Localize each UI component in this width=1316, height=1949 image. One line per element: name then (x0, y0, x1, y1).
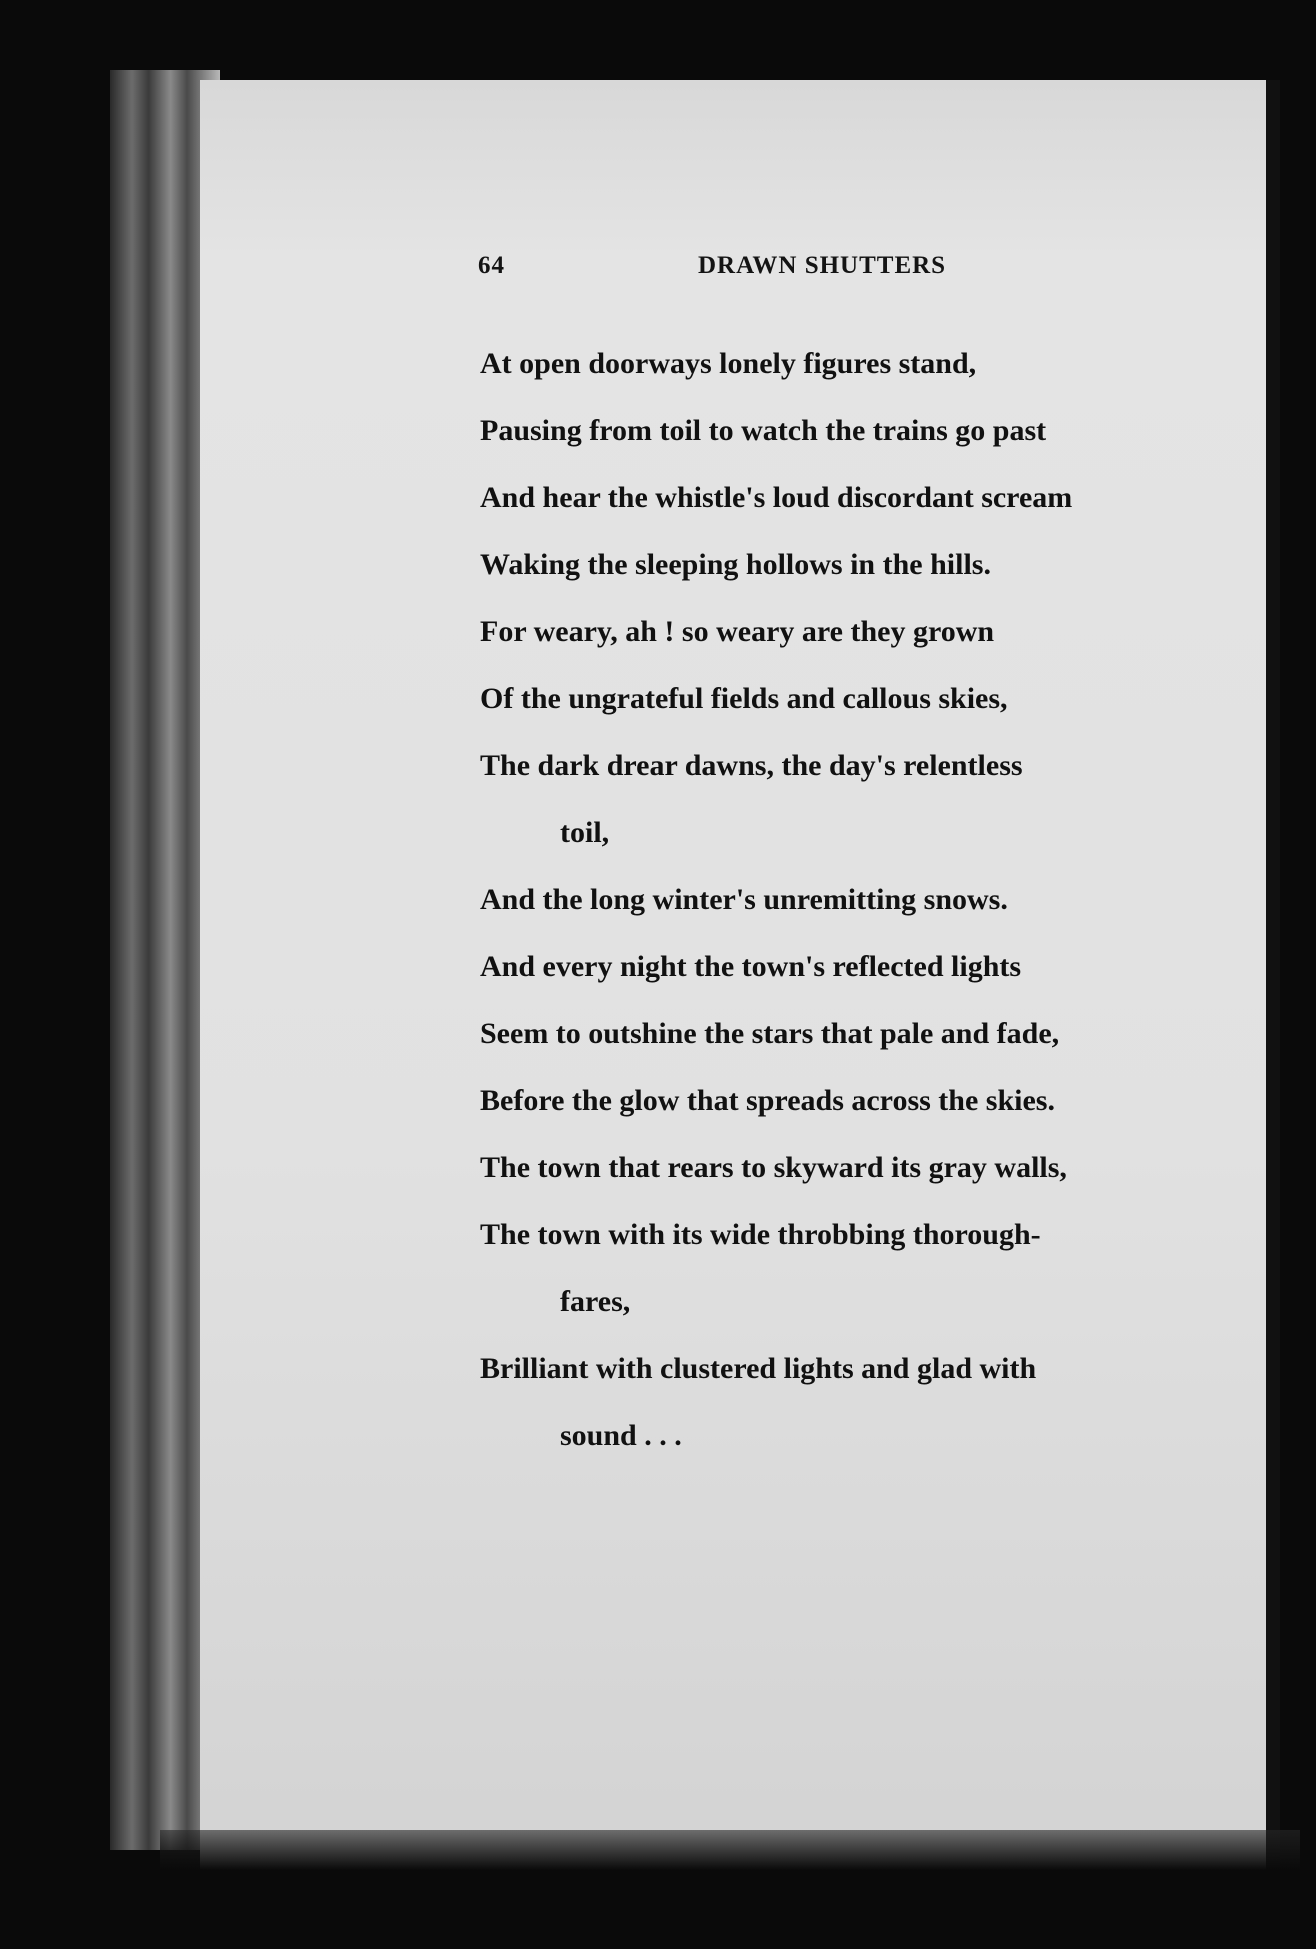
poem-line: Seem to outshine the stars that pale and fade, (480, 1017, 1060, 1050)
poem-line-continuation: toil, (560, 816, 610, 849)
running-title: DRAWN SHUTTERS (698, 252, 947, 279)
running-head (478, 252, 1178, 292)
poem-line: Brilliant with clustered lights and glad with (480, 1352, 1037, 1385)
page-number: 64 (478, 252, 505, 279)
poem-line: The dark drear dawns, the day's relentless (480, 749, 1023, 782)
poem-line: Of the ungrateful fields and callous skies, (480, 682, 1008, 715)
poem-line: Waking the sleeping hollows in the hills. (480, 548, 991, 581)
poem-line: The town with its wide throbbing thorough- (480, 1218, 1041, 1251)
poem-line: And the long winter's unremitting snows. (480, 883, 1008, 916)
poem-line: For weary, ah ! so weary are they grown (480, 615, 995, 648)
page-bottom-shadow (160, 1830, 1300, 1870)
poem-line: Pausing from toil to watch the trains go past (480, 414, 1047, 447)
poem-text (480, 330, 1200, 1469)
poem-line: Before the glow that spreads across the skies. (480, 1084, 1055, 1117)
poem-line-continuation: fares, (560, 1285, 631, 1318)
poem-line: And hear the whistle's loud discordant scream (480, 481, 1073, 514)
poem-line: The town that rears to skyward its gray walls, (480, 1151, 1067, 1184)
poem-line-continuation: sound . . . (560, 1419, 682, 1452)
poem-line: At open doorways lonely figures stand, (480, 347, 977, 380)
poem-line: And every night the town's reflected lights (480, 950, 1022, 983)
